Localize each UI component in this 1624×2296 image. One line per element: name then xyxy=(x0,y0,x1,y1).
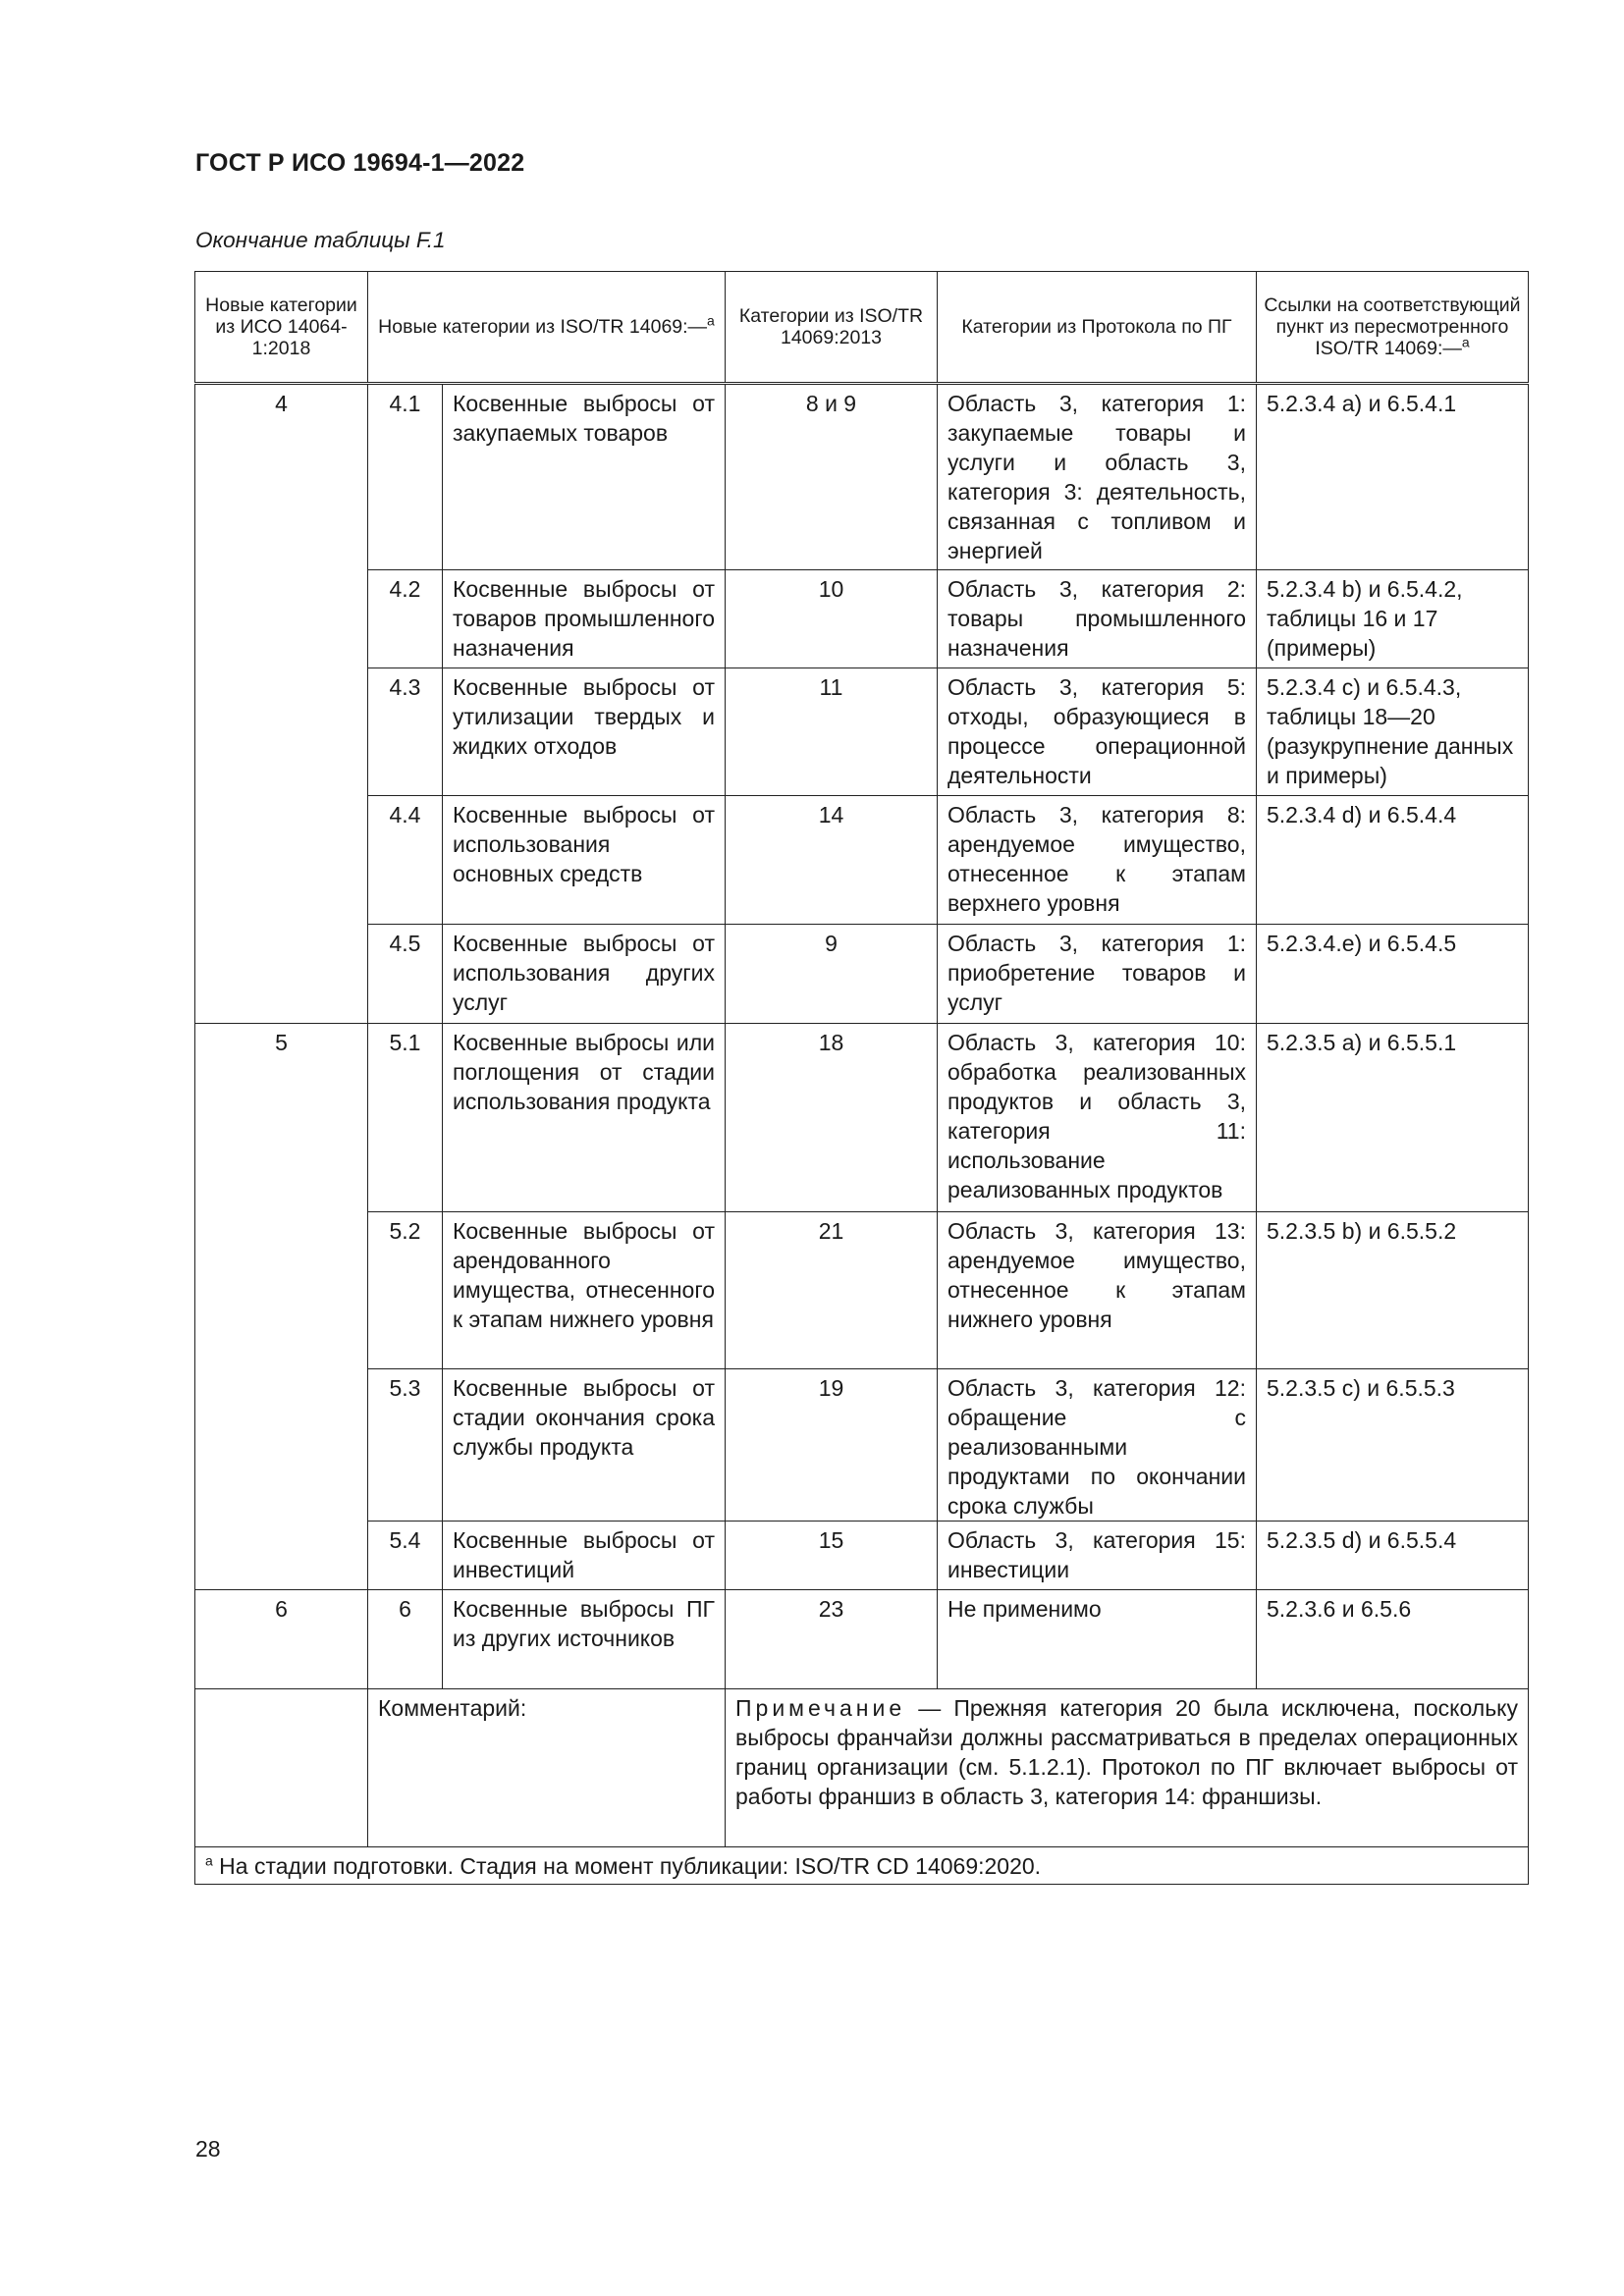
comment-row xyxy=(195,1689,1529,1847)
note-prefix: Примечание xyxy=(735,1695,906,1721)
name-cell: Косвенные выбросы от закупаемых товаров xyxy=(443,384,726,570)
header-iso14064: Новые категории из ИСО 14064-1:2018 xyxy=(195,272,368,384)
name-cell: Косвенные выбросы от использования других услуг xyxy=(443,925,726,1024)
iso2013-cell: 19 xyxy=(726,1369,938,1522)
category-cell: 4 xyxy=(195,384,368,1024)
table-row xyxy=(195,570,1529,668)
table-row xyxy=(195,384,1529,570)
table-row xyxy=(195,1369,1529,1522)
footnote-row xyxy=(195,1847,1529,1885)
protocol-cell: Область 3, категория 5: отходы, образующиеся в процессе операционной деятельности xyxy=(938,668,1257,796)
footnote-marker: а xyxy=(205,1852,213,1869)
iso2013-cell: 18 xyxy=(726,1024,938,1212)
iso2013-cell: 15 xyxy=(726,1522,938,1590)
table-row xyxy=(195,925,1529,1024)
ref-cell: 5.2.3.6 и 6.5.6 xyxy=(1257,1590,1529,1689)
note-text: — Прежняя категория 20 была исключена, поскольку выбросы франчайзи должны рассматриваться в пределах операционных границ организации (см. 5.1.2.1). Протокол по ПГ включает выбросы от работы франшиз в область 3, категория 14: франшизы. xyxy=(735,1695,1518,1809)
categories-table xyxy=(194,271,1529,1885)
iso2013-cell: 23 xyxy=(726,1590,938,1689)
table-row xyxy=(195,1024,1529,1212)
code-cell: 5.3 xyxy=(368,1369,443,1522)
name-cell: Косвенные выбросы ПГ из других источников xyxy=(443,1590,726,1689)
code-cell: 6 xyxy=(368,1590,443,1689)
code-cell: 4.1 xyxy=(368,384,443,570)
ref-cell: 5.2.3.5 b) и 6.5.5.2 xyxy=(1257,1212,1529,1369)
protocol-cell: Область 3, категория 12: обращение с реализованными продуктами по окончании срока службы xyxy=(938,1369,1257,1522)
header-iso14069-2013: Категории из ISO/TR 14069:2013 xyxy=(726,272,938,384)
category-cell: 6 xyxy=(195,1590,368,1689)
ref-cell: 5.2.3.5 a) и 6.5.5.1 xyxy=(1257,1024,1529,1212)
footnote-marker: а xyxy=(707,312,715,329)
name-cell: Косвенные выбросы от арендованного имущества, отнесенного к этапам нижнего уровня xyxy=(443,1212,726,1369)
table-row xyxy=(195,1212,1529,1369)
table-row xyxy=(195,796,1529,925)
name-cell: Косвенные выбросы от инвестиций xyxy=(443,1522,726,1590)
iso2013-cell: 9 xyxy=(726,925,938,1024)
ref-cell: 5.2.3.4 d) и 6.5.4.4 xyxy=(1257,796,1529,925)
code-cell: 5.1 xyxy=(368,1024,443,1212)
empty-cell xyxy=(195,1689,368,1847)
code-cell: 4.5 xyxy=(368,925,443,1024)
protocol-cell: Область 3, категория 13: арендуемое имущество, отнесенное к этапам нижнего уровня xyxy=(938,1212,1257,1369)
protocol-cell: Область 3, категория 2: товары промышленного назначения xyxy=(938,570,1257,668)
footnote xyxy=(195,1847,1529,1885)
iso2013-cell: 8 и 9 xyxy=(726,384,938,570)
table-row xyxy=(195,668,1529,796)
name-cell: Косвенные выбросы от утилизации твердых и жидких отходов xyxy=(443,668,726,796)
iso2013-cell: 11 xyxy=(726,668,938,796)
table-caption: Окончание таблицы F.1 xyxy=(195,228,446,252)
table-row xyxy=(195,1590,1529,1689)
protocol-cell: Не применимо xyxy=(938,1590,1257,1689)
ref-cell: 5.2.3.4 c) и 6.5.4.3, таблицы 18—20 (разукрупнение данных и примеры) xyxy=(1257,668,1529,796)
name-cell: Косвенные выбросы от стадии окончания срока службы продукта xyxy=(443,1369,726,1522)
table-header-row xyxy=(195,272,1529,384)
code-cell: 4.2 xyxy=(368,570,443,668)
header-ghg-protocol: Категории из Протокола по ПГ xyxy=(938,272,1257,384)
iso2013-cell: 14 xyxy=(726,796,938,925)
iso2013-cell: 10 xyxy=(726,570,938,668)
ref-cell: 5.2.3.4.e) и 6.5.4.5 xyxy=(1257,925,1529,1024)
protocol-cell: Область 3, категория 8: арендуемое имущество, отнесенное к этапам верхнего уровня xyxy=(938,796,1257,925)
footnote-marker: а xyxy=(1461,334,1470,350)
ref-cell: 5.2.3.4 b) и 6.5.4.2, таблицы 16 и 17 (примеры) xyxy=(1257,570,1529,668)
category-cell: 5 xyxy=(195,1024,368,1590)
ref-cell: 5.2.3.4 a) и 6.5.4.1 xyxy=(1257,384,1529,570)
document-header: ГОСТ Р ИСО 19694-1—2022 xyxy=(195,149,525,177)
page-number: 28 xyxy=(195,2136,221,2162)
code-cell: 4.3 xyxy=(368,668,443,796)
name-cell: Косвенные выбросы от товаров промышленного назначения xyxy=(443,570,726,668)
name-cell: Косвенные выбросы или поглощения от стадии использования продукта xyxy=(443,1024,726,1212)
protocol-cell: Область 3, категория 10: обработка реализованных продуктов и область 3, категория 11: использование реализованных продуктов xyxy=(938,1024,1257,1212)
footnote-text: На стадии подготовки. Стадия на момент публикации: ISO/TR CD 14069:2020. xyxy=(212,1853,1042,1879)
ref-cell: 5.2.3.5 d) и 6.5.5.4 xyxy=(1257,1522,1529,1590)
code-cell: 5.4 xyxy=(368,1522,443,1590)
protocol-cell: Область 3, категория 15: инвестиции xyxy=(938,1522,1257,1590)
protocol-cell: Область 3, категория 1: закупаемые товары и услуги и область 3, категория 3: деятельность, связанная с топливом и энергией xyxy=(938,384,1257,570)
name-cell: Косвенные выбросы от использования основных средств xyxy=(443,796,726,925)
protocol-cell: Область 3, категория 1: приобретение товаров и услуг xyxy=(938,925,1257,1024)
header-references: Ссылки на соответствующий пункт из пересмотренного ISO/TR 14069:—$^а$ xyxy=(1257,272,1529,384)
code-cell: 4.4 xyxy=(368,796,443,925)
ref-cell: 5.2.3.5 c) и 6.5.5.3 xyxy=(1257,1369,1529,1522)
comment-note xyxy=(726,1689,1529,1847)
header-iso14069-new: Новые категории из ISO/TR 14069:—$^а$ xyxy=(368,272,726,384)
iso2013-cell: 21 xyxy=(726,1212,938,1369)
table-row xyxy=(195,1522,1529,1590)
code-cell: 5.2 xyxy=(368,1212,443,1369)
comment-label: Комментарий: xyxy=(368,1689,726,1847)
